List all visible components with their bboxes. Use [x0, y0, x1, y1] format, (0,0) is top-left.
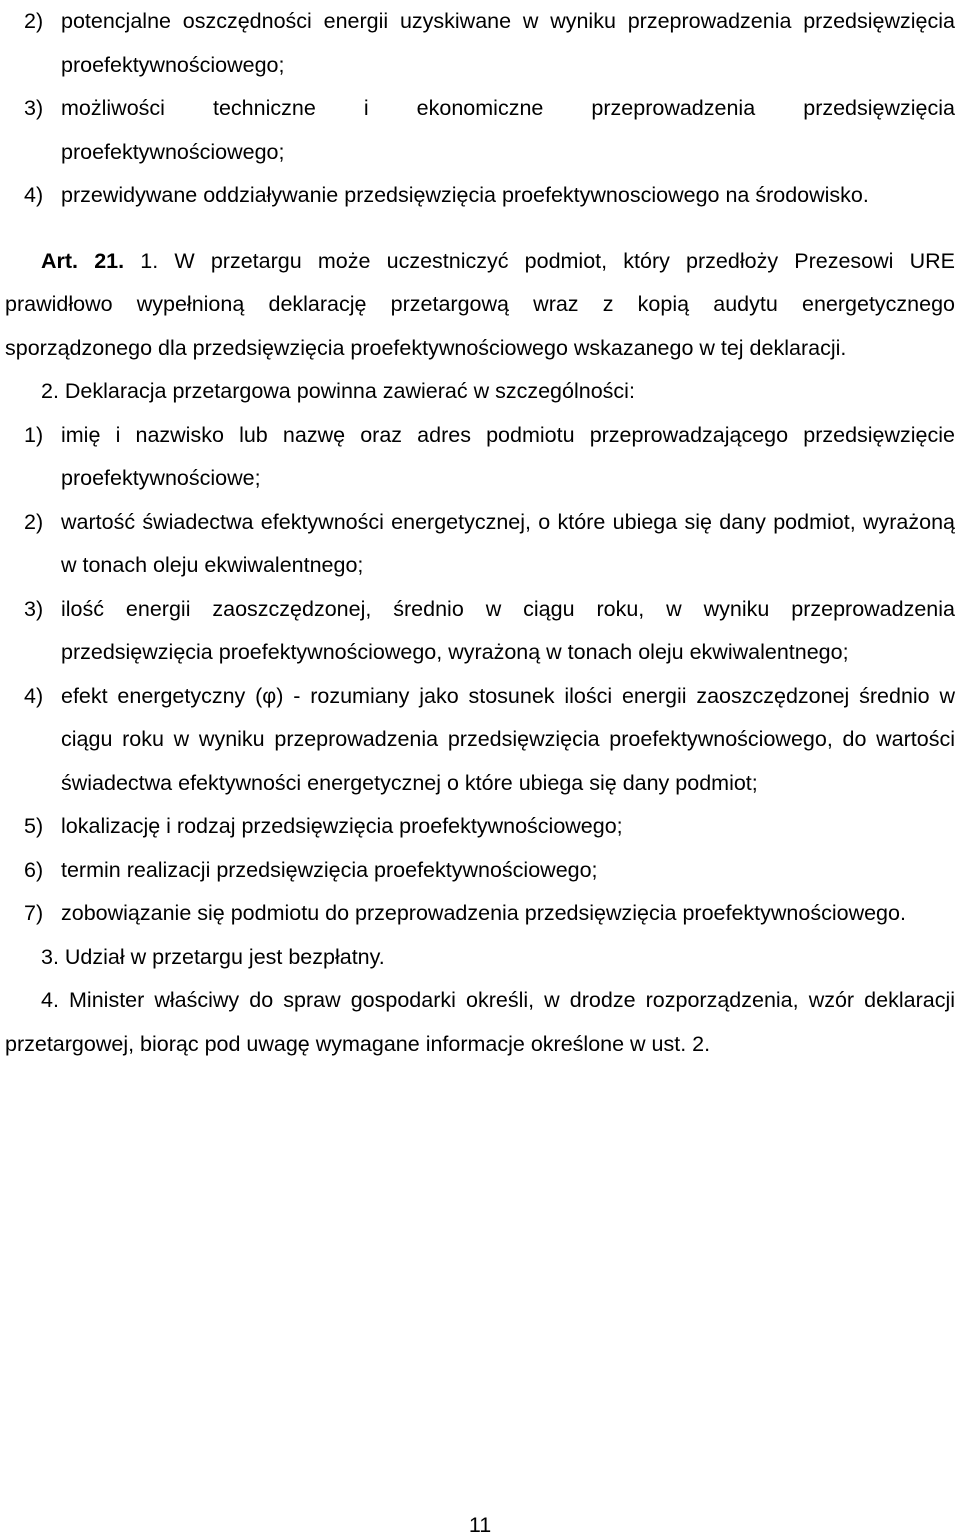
list-item-text: potencjalne oszczędności energii uzyskiwane w wyniku przeprowadzenia przedsięwzięcia proefektywnościowego;: [61, 9, 955, 77]
list-item-number: 7): [24, 901, 44, 925]
list-item: [0, 588, 955, 675]
list-item-number: 5): [24, 814, 44, 838]
article-21-paragraph-1: [0, 240, 960, 371]
page-number: 11: [468, 1513, 492, 1537]
list-item-number: 6): [24, 857, 44, 882]
list-item-text: imię i nazwisko lub nazwę oraz adres podmiotu przeprowadzającego przedsięwzięcie proefektywnościowe;: [61, 422, 955, 490]
declaration-requirements-list: [0, 414, 960, 936]
paragraph-text: 4. Minister właściwy do spraw gospodarki określi, w drodze rozporządzenia, wzór deklaracji przetargowej, biorąc pod uwagę wymagane informacje określone w ust. 2.: [5, 988, 955, 1056]
list-item-text: zobowiązanie się podmiotu do przeprowadzenia przedsięwzięcia proefektywnościowego.: [61, 901, 906, 925]
list-item-text: przewidywane oddziaływanie przedsięwzięcia proefektywnosciowego na środowisko.: [61, 183, 869, 207]
list-item-text: wartość świadectwa efektywności energetycznej, o które ubiega się dany podmiot, wyrażoną w tonach oleju ekwiwalentnego;: [61, 509, 955, 577]
list-item-number: 1): [24, 422, 44, 447]
list-item-text: efekt energetyczny (φ) - rozumiany jako stosunek ilości energii zaoszczędzonej średnio w ciągu roku w wyniku przeprowadzenia przedsięwzięcia proefektywnościowego, do wartości świadectwa efektywności energetycznej o które ubiega się dany podmiot;: [61, 683, 955, 795]
list-item-text: możliwości techniczne i ekonomiczne przeprowadzenia przedsięwzięcia proefektywnościowego;: [61, 96, 955, 164]
list-item-text: ilość energii zaoszczędzonej, średnio w ciągu roku, w wyniku przeprowadzenia przedsięwzięcia proefektywnościowego, wyrażoną w tonach oleju ekwiwalentnego;: [61, 596, 955, 664]
list-item-text: termin realizacji przedsięwzięcia proefektywnościowego;: [61, 857, 598, 882]
list-item: [0, 849, 955, 893]
list-item: [0, 87, 955, 174]
list-item-number: 4): [24, 683, 44, 708]
list-item: [0, 501, 955, 588]
list-item: [0, 0, 955, 87]
article-21-paragraph-3: 3. Udział w przetargu jest bezpłatny.: [41, 944, 385, 969]
list-item: [0, 805, 955, 849]
top-list: [0, 0, 960, 218]
section-gap: [0, 218, 960, 240]
list-item: [0, 414, 955, 501]
list-item: [0, 892, 955, 936]
list-item: [0, 174, 955, 218]
paragraph-text: 1. W przetargu może uczestniczyć podmiot, który przedłoży Prezesowi URE prawidłowo wypełnioną deklarację przetargową wraz z kopią audytu energetycznego sporządzonego dla przedsięwzięcia proefektywnościowego wskazanego w tej deklaracji.: [5, 248, 955, 360]
list-item-number: 4): [24, 183, 44, 207]
list-item-text: lokalizację i rodzaj przedsięwzięcia proefektywnościowego;: [61, 814, 623, 838]
article-21-paragraph-4: [0, 979, 960, 1066]
article-21-paragraph-2: 2. Deklaracja przetargowa powinna zawierać w szczególności:: [41, 379, 635, 403]
article-heading: Art. 21.: [41, 248, 125, 273]
list-item-number: 3): [24, 596, 44, 621]
list-item: [0, 675, 955, 806]
list-item-number: 3): [24, 96, 44, 120]
list-item-number: 2): [24, 509, 44, 534]
list-item-number: 2): [24, 9, 44, 33]
